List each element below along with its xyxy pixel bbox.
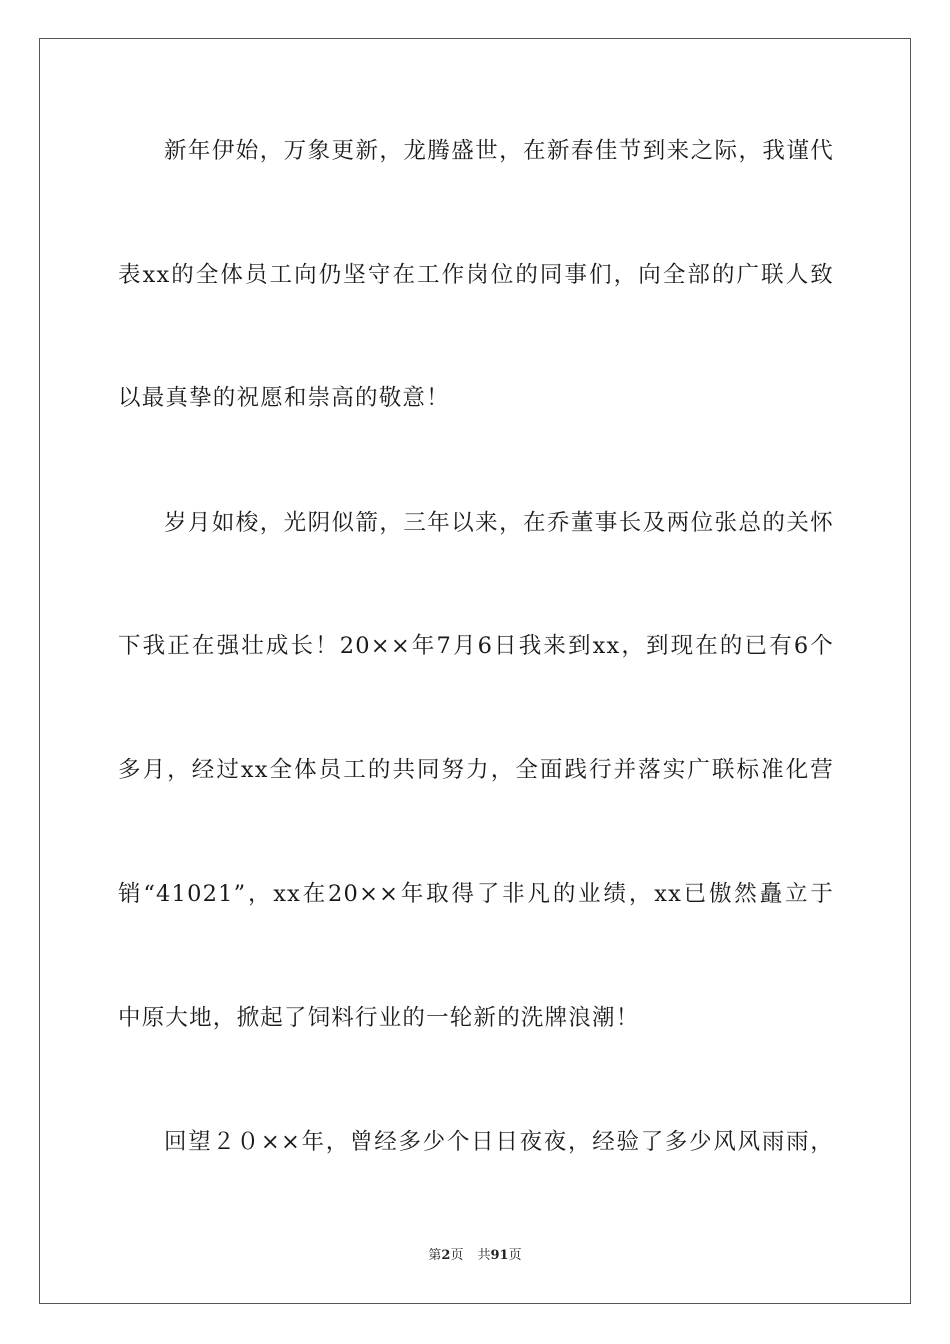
total-pages: 91 [490, 1248, 509, 1263]
paragraph-3-line-1: 回望２０××年，曾经多少个日日夜夜，经验了多少风风雨雨， [164, 1129, 834, 1155]
page-number: 2 [441, 1248, 451, 1263]
paragraph-1-line-2: 表xx的全体员工向仍坚守在工作岗位的同事们，向全部的广联人致 [118, 262, 834, 288]
paragraph-2-line-5: 中原大地，掀起了饲料行业的一轮新的洗牌浪潮！ [118, 1005, 640, 1031]
page-prefix: 第 [428, 1248, 442, 1263]
page-frame [39, 38, 911, 1304]
paragraph-2-line-2: 下我正在强壮成长！20××年7月6日我来到xx，到现在的已有6个 [118, 633, 834, 659]
paragraph-2-line-4: 销“41021”，xx在20××年取得了非凡的业绩，xx已傲然矗立于 [118, 881, 834, 907]
total-prefix: 共 [477, 1248, 491, 1263]
page-footer [0, 1247, 950, 1265]
paragraph-1-line-3: 以最真挚的祝愿和崇高的敬意！ [118, 385, 450, 411]
page-suffix: 页 [450, 1248, 464, 1263]
paragraph-2-line-3: 多月，经过xx全体员工的共同努力，全面践行并落实广联标准化营 [118, 757, 834, 783]
paragraph-1-line-1: 新年伊始，万象更新，龙腾盛世，在新春佳节到来之际，我谨代 [164, 138, 834, 164]
total-suffix: 页 [508, 1248, 522, 1263]
paragraph-2-line-1: 岁月如梭，光阴似箭，三年以来，在乔董事长及两位张总的关怀 [164, 510, 834, 536]
